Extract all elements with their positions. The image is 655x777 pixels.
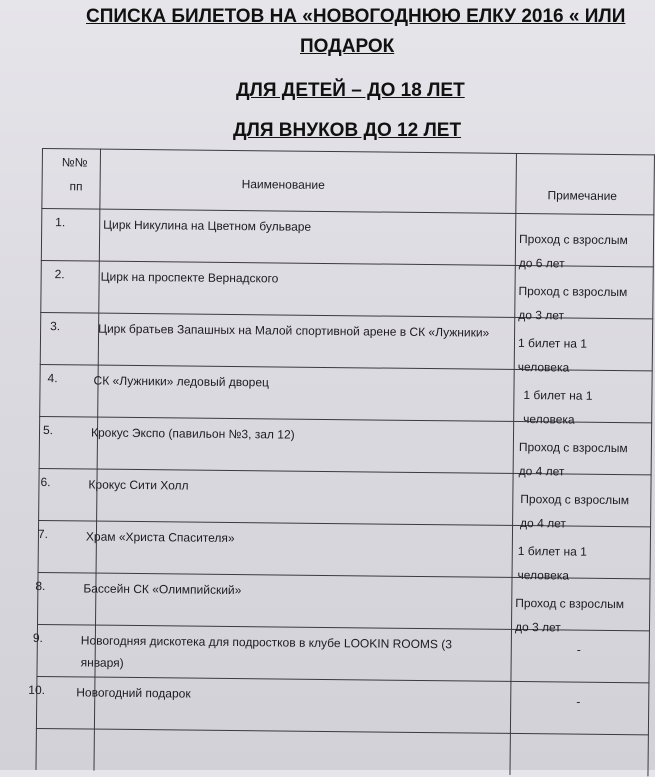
row-name: Цирк братьев Запашных на Малой спортивной арене в СК «Лужники» bbox=[98, 321, 490, 340]
row-name: Новогодний подарок bbox=[76, 685, 191, 701]
row-number: 2. bbox=[54, 267, 65, 282]
row-number: 1. bbox=[55, 215, 66, 230]
row-note-continued: человека bbox=[517, 568, 570, 583]
header-num-bottom: пп bbox=[69, 179, 83, 194]
row-number: 10. bbox=[28, 682, 46, 698]
row-name: СК «Лужники» ледовый дворец bbox=[93, 373, 270, 390]
row-note-continued: до 4 лет bbox=[518, 464, 565, 479]
tickets-table bbox=[28, 148, 654, 776]
row-name: Храм «Христа Спасителя» bbox=[85, 529, 235, 546]
row-note: 1 билет на 1 bbox=[517, 335, 588, 351]
row-note: Проход с взрослым bbox=[515, 595, 625, 612]
row-note-continued: до 6 лет bbox=[518, 255, 565, 271]
row-name-continued: января) bbox=[80, 655, 124, 670]
row-number: 9. bbox=[32, 630, 43, 646]
row-number: 5. bbox=[42, 423, 54, 438]
row-name: Новогодняя дискотека для подростков в клубе LOOKIN ROOMS (3 bbox=[80, 633, 453, 652]
row-number: 8. bbox=[35, 578, 46, 594]
header-num-top: №№ bbox=[61, 155, 88, 170]
row-number: 6. bbox=[40, 475, 51, 490]
row-note-continued: до 3 лет bbox=[514, 619, 561, 635]
document-subtitle-grandchildren: ДЛЯ ВНУКОВ ДО 12 ЛЕТ bbox=[233, 120, 462, 141]
row-note: Проход с взрослым bbox=[518, 283, 628, 300]
row-name: Цирк на проспекте Вернадского bbox=[100, 269, 279, 286]
table-row-divider bbox=[36, 728, 649, 735]
row-name: Цирк Никулина на Цветном бульваре bbox=[103, 217, 312, 234]
row-note: - bbox=[576, 642, 581, 657]
row-note-continued: человека bbox=[517, 359, 570, 375]
row-note: 1 билет на 1 bbox=[523, 388, 593, 403]
row-note-continued: человека bbox=[523, 412, 575, 427]
row-note: Проход с взрослым bbox=[518, 232, 628, 248]
row-note: Проход с взрослым bbox=[520, 492, 630, 508]
header-note: Примечание bbox=[547, 188, 618, 204]
row-note-continued: до 3 лет bbox=[518, 307, 565, 323]
row-name: Бассейн СК «Олимпийский» bbox=[83, 581, 242, 598]
row-name: Крокус Сити Холл bbox=[88, 477, 189, 493]
row-number: 4. bbox=[47, 371, 58, 386]
row-number: 7. bbox=[37, 526, 49, 542]
row-note-continued: до 4 лет bbox=[520, 516, 566, 531]
row-note: Проход с взрослым bbox=[518, 440, 628, 456]
document-subtitle-children: ДЛЯ ДЕТЕЙ – ДО 18 ЛЕТ bbox=[236, 80, 465, 101]
row-note: 1 билет на 1 bbox=[517, 544, 587, 559]
header-name: Наименование bbox=[241, 177, 325, 192]
document-title-line1: СПИСКА БИЛЕТОВ НА «НОВОГОДНЮЮ ЕЛКУ 2016 « ИЛИ bbox=[86, 6, 626, 27]
row-number: 3. bbox=[50, 319, 61, 334]
row-note: - bbox=[576, 694, 581, 709]
document-title-line2: ПОДАРОК bbox=[300, 36, 395, 57]
row-name: Крокус Экспо (павильон №3, зал 12) bbox=[90, 425, 295, 442]
table-row-divider bbox=[42, 148, 655, 155]
